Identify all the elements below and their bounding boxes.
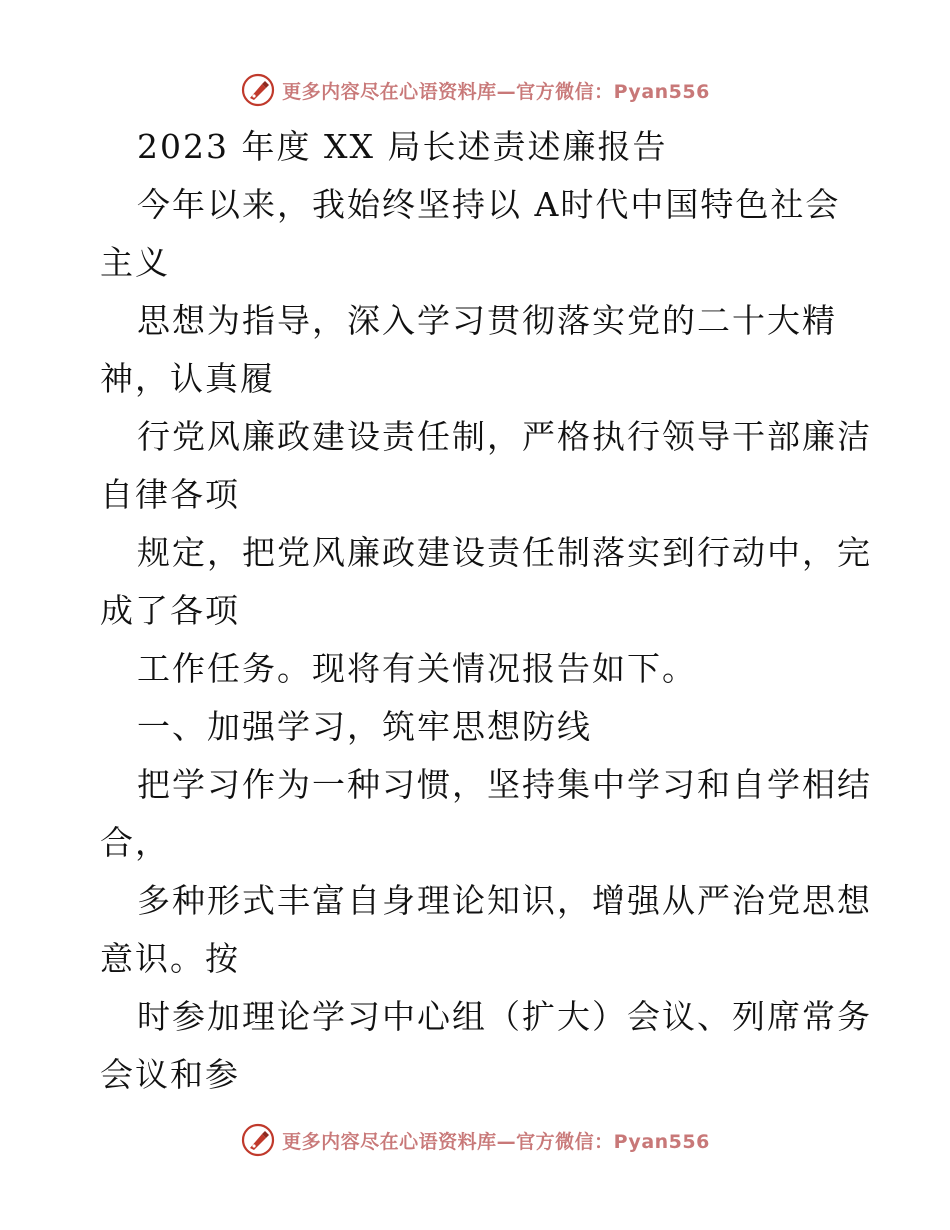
paragraph-line: 自律各项 [100, 475, 240, 514]
watermark-banner-top [0, 70, 950, 110]
paragraph-line: 思想为指导，深入学习贯彻落实党的二十大精 [137, 301, 837, 340]
paragraph-line: 神，认真履 [100, 359, 275, 398]
pen-nib-seal-icon [240, 1122, 276, 1158]
document-title: 2023 年度 XX 局长述责述廉报告 [137, 127, 668, 166]
paragraph-line: 多种形式丰富自身理论知识，增强从严治党思想 [137, 881, 872, 920]
paragraph-line: 成了各项 [100, 591, 240, 630]
paragraph-line: 把学习作为一种习惯，坚持集中学习和自学相结 [137, 765, 872, 804]
document-body [100, 118, 872, 1104]
pen-nib-seal-icon [240, 72, 276, 108]
paragraph-line: 工作任务。现将有关情况报告如下。 [137, 649, 697, 688]
paragraph-line: 今年以来，我始终坚持以 A时代中国特色社会 [137, 185, 841, 224]
watermark-banner-bottom [0, 1120, 950, 1160]
paragraph-line: 意识。按 [100, 939, 240, 978]
paragraph-line: 行党风廉政建设责任制，严格执行领导干部廉洁 [137, 417, 872, 456]
paragraph-line: 时参加理论学习中心组（扩大）会议、列席常务 [137, 997, 872, 1036]
paragraph-line: 主义 [100, 243, 170, 282]
paragraph-line: 会议和参 [100, 1055, 240, 1094]
paragraph-line: 合， [100, 823, 170, 862]
watermark-text: 更多内容尽在心语资料库—官方微信：Pyan556 [282, 80, 710, 103]
section-heading: 一、加强学习，筑牢思想防线 [137, 707, 592, 746]
watermark-text: 更多内容尽在心语资料库—官方微信：Pyan556 [282, 1130, 710, 1153]
paragraph-line: 规定，把党风廉政建设责任制落实到行动中，完 [137, 533, 872, 572]
